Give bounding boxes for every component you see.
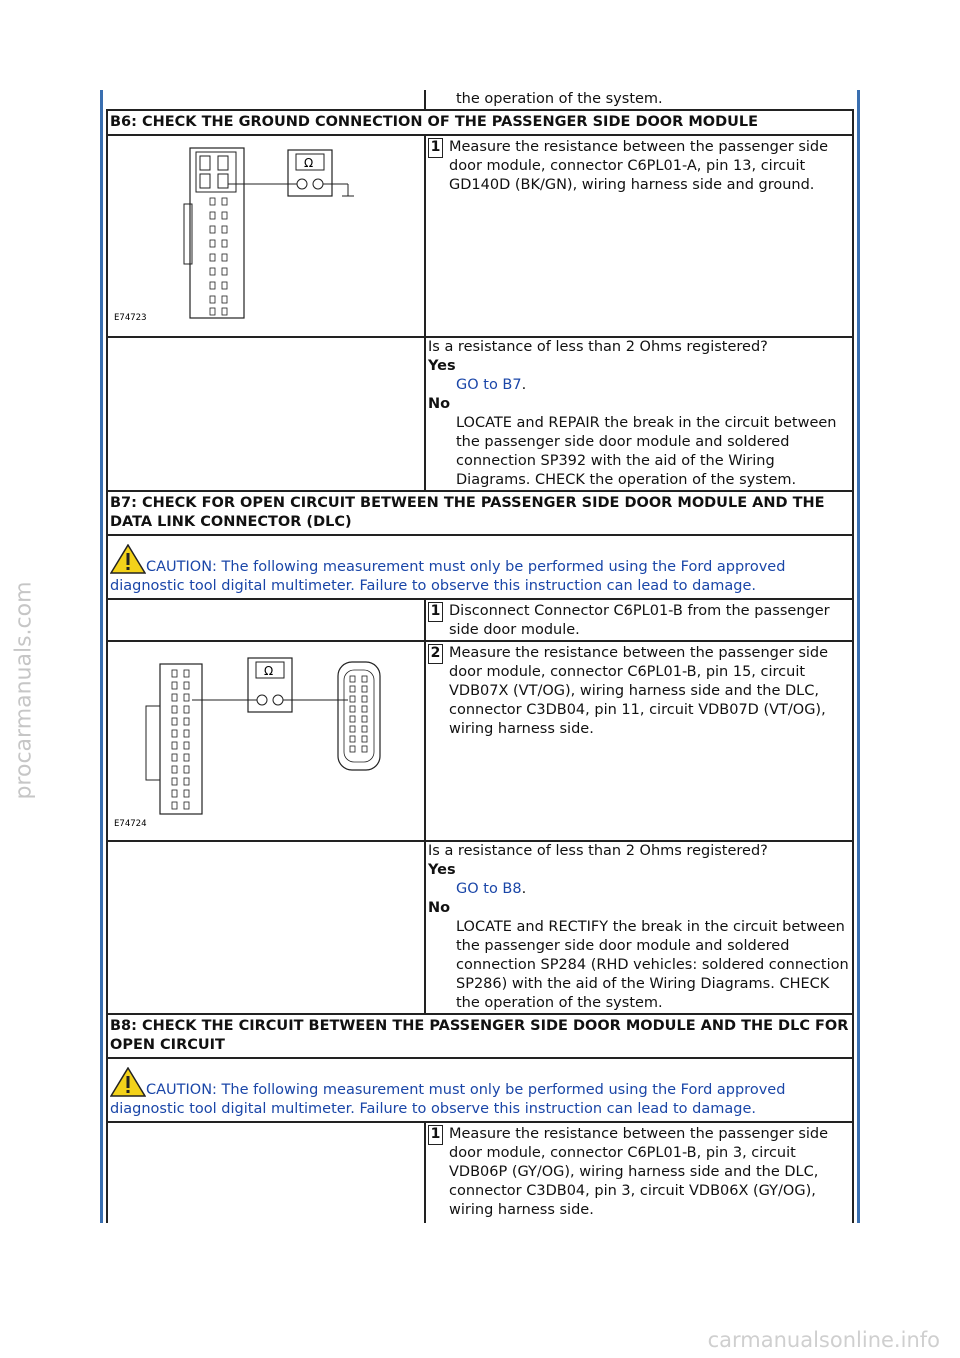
b7-go-to-b8-link[interactable]: GO to B8 — [456, 881, 522, 897]
step-number: 1 — [428, 138, 443, 158]
table-row — [107, 1014, 853, 1058]
b6-no-label: No — [428, 396, 451, 412]
b7-figure-cell — [107, 641, 425, 841]
b6-question: Is a resistance of less than 2 Ohms registered? — [428, 339, 768, 355]
b6-go-to-b7-link[interactable]: GO to B7 — [456, 377, 522, 393]
table-row — [107, 135, 853, 337]
table-row — [107, 599, 853, 641]
table-row — [107, 1122, 853, 1223]
step-number: 1 — [428, 602, 443, 622]
b7-step-2 — [428, 642, 850, 739]
b7-connector-figure — [112, 646, 412, 830]
b6-result-cell: Is a resistance of less than 2 Ohms registered? Yes GO to B7. No LOCATE and REPAIR the break in the circuit between the passenger side door module and soldered connection SP392 with the aid of the Wiring Diagrams. CHECK the operation of the system. — [425, 337, 853, 491]
b6-yes-label: Yes — [428, 358, 456, 374]
step-text: Measure the resistance between the passenger side door module, connector C6PL01-B, pin 3, circuit VDB06P (GY/OG), wiring harness side and the DLC, connector C3DB04, pin 3, circuit VDB06X (GY/OG), wiring harness side. — [449, 1126, 829, 1218]
continuation-text: the operation of the system. — [425, 90, 853, 110]
warning-icon — [110, 1067, 146, 1097]
table-row — [107, 841, 853, 1014]
warning-icon — [110, 544, 146, 574]
step-number: 2 — [428, 644, 443, 664]
table-row — [107, 337, 853, 491]
b8-caution: CAUTION: The following measurement must only be performed using the Ford approved diagnostic tool digital multimeter. Failure to observe this instruction can lead to damage. — [107, 1058, 853, 1122]
b6-title: B6: CHECK THE GROUND CONNECTION OF THE PASSENGER SIDE DOOR MODULE — [107, 110, 853, 135]
b7-yes-label: Yes — [428, 862, 456, 878]
footer-watermark: carmanualsonline.info — [707, 1328, 940, 1352]
side-watermark: procarmanuals.com — [11, 580, 37, 800]
table-row — [107, 110, 853, 135]
table-row — [107, 90, 853, 110]
table-row — [107, 1058, 853, 1122]
table-row — [107, 535, 853, 599]
b7-caution: CAUTION: The following measurement must only be performed using the Ford approved diagnostic tool digital multimeter. Failure to observe this instruction can lead to damage. — [107, 535, 853, 599]
b7-step-1 — [428, 600, 850, 640]
b6-no-text: LOCATE and REPAIR the break in the circuit between the passenger side door module and soldered connection SP392 with the aid of the Wiring Diagrams. CHECK the operation of the system. — [456, 415, 837, 488]
b7-title: B7: CHECK FOR OPEN CIRCUIT BETWEEN THE PASSENGER SIDE DOOR MODULE AND THE DATA LINK CONNECTOR (DLC) — [107, 491, 853, 535]
b6-connector-figure — [112, 140, 412, 326]
b6-figure-label: E74723 — [114, 313, 147, 323]
b7-figure-label: E74724 — [114, 819, 147, 829]
diagnostic-table — [106, 90, 854, 1223]
b8-step-1 — [428, 1123, 850, 1220]
b7-question: Is a resistance of less than 2 Ohms registered? — [428, 843, 768, 859]
document-page — [100, 90, 860, 1223]
table-row — [107, 491, 853, 535]
svg-text:Ω: Ω — [264, 664, 274, 678]
b7-no-label: No — [428, 900, 451, 916]
step-text: Measure the resistance between the passenger side door module, connector C6PL01-B, pin 15, circuit VDB07X (VT/OG), wiring harness side and the DLC, connector C3DB04, pin 11, circuit VDB07D (VT/OG), wiring harness side. — [449, 645, 829, 737]
step-text: Disconnect Connector C6PL01-B from the passenger side door module. — [449, 603, 830, 638]
b6-step-1 — [428, 136, 850, 195]
ohm-symbol: Ω — [304, 156, 314, 170]
b7-no-text: LOCATE and RECTIFY the break in the circuit between the passenger side door module and soldered connection SP284 (RHD vehicles: soldered connection SP286) with the aid of the Wiring Diagrams. CHECK the operation of the system. — [456, 919, 849, 1011]
b8-title: B8: CHECK THE CIRCUIT BETWEEN THE PASSENGER SIDE DOOR MODULE AND THE DLC FOR OPEN CIRCUIT — [107, 1014, 853, 1058]
table-row — [107, 641, 853, 841]
b7-result-cell: Is a resistance of less than 2 Ohms registered? Yes GO to B8. No LOCATE and RECTIFY the break in the circuit between the passenger side door module and soldered connection SP284 (RHD vehicles: soldered connection SP286) with the aid of the Wiring Diagrams. CHECK the operation of the system. — [425, 841, 853, 1014]
step-text: Measure the resistance between the passenger side door module, connector C6PL01-A, pin 13, circuit GD140D (BK/GN), wiring harness side and ground. — [449, 139, 829, 193]
b6-figure-cell — [107, 135, 425, 337]
step-number: 1 — [428, 1125, 443, 1145]
